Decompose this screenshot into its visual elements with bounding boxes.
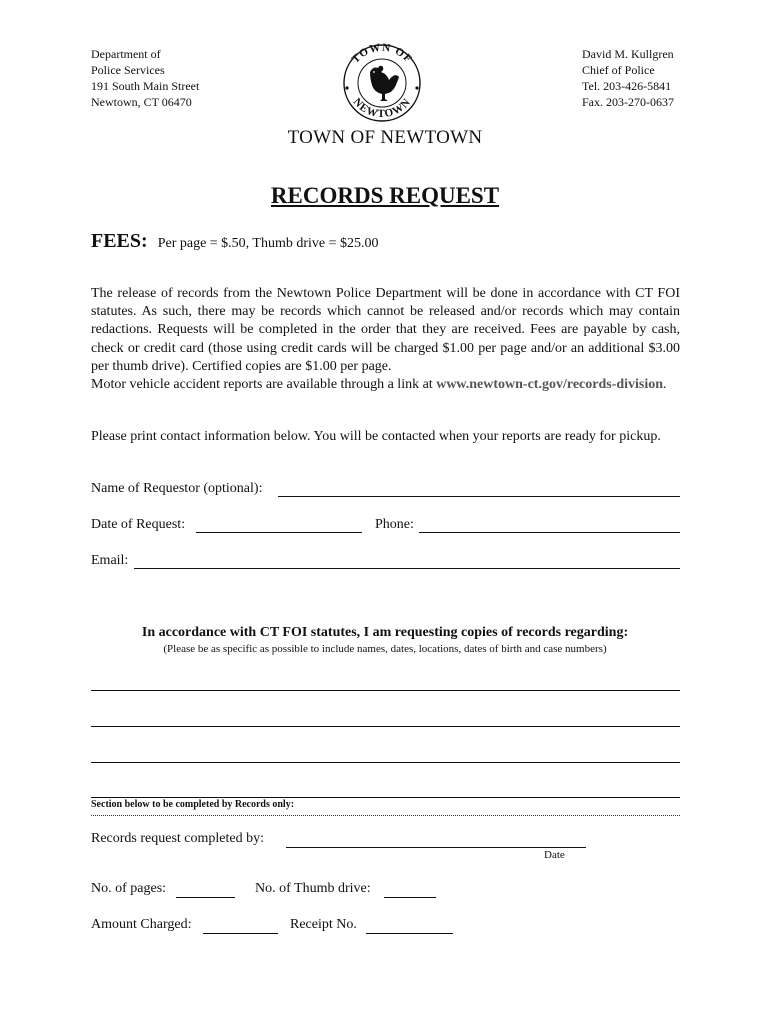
date-of-request-label: Date of Request: bbox=[91, 517, 186, 532]
thumb-drive-field[interactable] bbox=[384, 897, 436, 898]
amount-charged-label: Amount Charged: bbox=[91, 917, 192, 932]
address-line: Police Services bbox=[91, 63, 165, 77]
contact-line: Tel. 203-426-5841 bbox=[582, 79, 672, 93]
request-line-3[interactable] bbox=[91, 762, 680, 763]
department-address bbox=[91, 46, 199, 110]
email-label: Email: bbox=[91, 553, 129, 568]
records-division-link[interactable]: www.newtown-ct.gov/records-division bbox=[436, 377, 664, 393]
fees-label: FEES: bbox=[91, 230, 148, 252]
address-line: Department of bbox=[91, 47, 161, 61]
motor-vehicle-text: Motor vehicle accident reports are available through a link at bbox=[91, 377, 437, 393]
address-line: Newtown, CT 06470 bbox=[91, 95, 192, 109]
page-title: RECORDS REQUEST bbox=[270, 183, 500, 208]
period: . bbox=[663, 377, 667, 393]
release-paragraph bbox=[91, 285, 680, 394]
fees-line bbox=[91, 230, 379, 253]
date-caption: Date bbox=[544, 849, 565, 861]
pages-field[interactable] bbox=[176, 897, 235, 898]
request-line-1[interactable] bbox=[91, 690, 680, 691]
release-text: The release of records from the Newtown Police Department will be done in accordance with CT FOI statutes. As such, there may be records which cannot be released and/or records which may contain redactions. Requests will be completed in the order that they are received. Fees are payable by cash, check or credit card (those using credit cards will be charged $1.00 per page and/or an additional $3.00 per thumb drive). Certified copies are $1.00 per page. bbox=[91, 286, 680, 374]
seal-text-bottom: NEWTOWN bbox=[350, 95, 414, 121]
completed-by-field[interactable] bbox=[286, 847, 586, 848]
address-line: 191 South Main Street bbox=[91, 79, 200, 93]
contact-line: Fax. 203-270-0637 bbox=[582, 95, 674, 109]
town-seal-logo bbox=[337, 42, 427, 129]
completed-by-label: Records request completed by: bbox=[91, 831, 265, 846]
contact-line: Chief of Police bbox=[582, 63, 655, 77]
email-field[interactable] bbox=[134, 568, 680, 569]
request-heading: In accordance with CT FOI statutes, I am requesting copies of records regarding: bbox=[141, 625, 629, 640]
requestor-name-field[interactable] bbox=[278, 496, 680, 497]
thumb-drive-label: No. of Thumb drive: bbox=[255, 881, 371, 896]
town-title: TOWN OF NEWTOWN bbox=[287, 127, 483, 148]
contact-paragraph: Please print contact information below. You will be contacted when your reports are ready for pickup. bbox=[91, 429, 661, 444]
seal-text-top: TOWN OF bbox=[349, 42, 415, 66]
rooster-icon bbox=[370, 66, 399, 101]
amount-charged-field[interactable] bbox=[203, 933, 278, 934]
contact-line: David M. Kullgren bbox=[582, 47, 674, 61]
pages-label: No. of pages: bbox=[91, 881, 167, 896]
records-only-label: Section below to be completed by Records only: bbox=[91, 799, 295, 810]
requestor-label: Name of Requestor (optional): bbox=[91, 481, 263, 496]
section-divider bbox=[91, 815, 680, 816]
request-line-2[interactable] bbox=[91, 726, 680, 727]
receipt-label: Receipt No. bbox=[290, 917, 357, 932]
chief-contact bbox=[582, 46, 674, 110]
request-line-4[interactable] bbox=[91, 797, 680, 798]
receipt-field[interactable] bbox=[366, 933, 453, 934]
fees-text: Per page = $.50, Thumb drive = $25.00 bbox=[157, 236, 379, 251]
phone-label: Phone: bbox=[375, 517, 414, 532]
date-of-request-field[interactable] bbox=[196, 532, 362, 533]
phone-field[interactable] bbox=[419, 532, 680, 533]
request-subheading: (Please be as specific as possible to include names, dates, locations, dates of birth and case numbers) bbox=[163, 643, 607, 655]
